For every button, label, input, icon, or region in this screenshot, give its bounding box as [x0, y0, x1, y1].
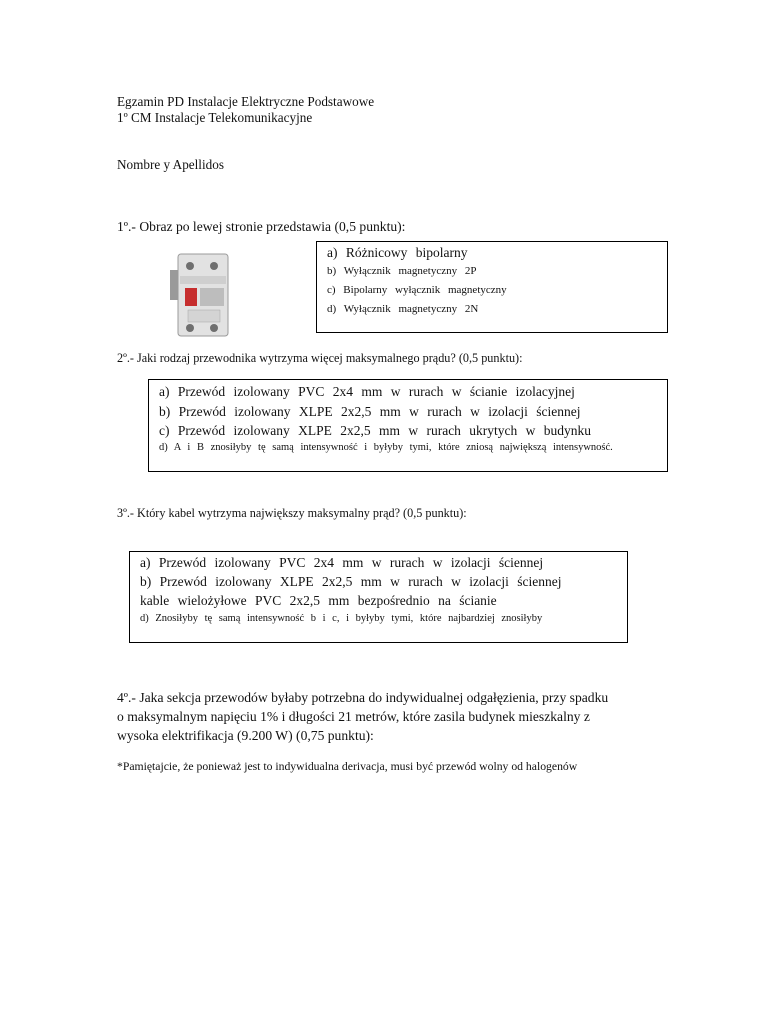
- question-3-option-c[interactable]: kable wielożyłowe PVC 2x2,5 mm bezpośrednio na ścianie: [140, 593, 497, 608]
- question-2-option-b[interactable]: b) Przewód izolowany XLPE 2x2,5 mm w rurach w izolacji ściennej: [159, 404, 581, 419]
- exam-title: Egzamin PD Instalacje Elektryczne Podstawowe: [117, 94, 375, 109]
- terminal-screw-3: [186, 324, 194, 332]
- question-3-options-box: [129, 551, 628, 643]
- breaker-image: [168, 250, 234, 338]
- label-plate: [188, 310, 220, 322]
- question-2-option-c[interactable]: c) Przewód izolowany XLPE 2x2,5 mm w rurach ukrytych w budynku: [159, 423, 592, 438]
- question-1-prompt: 1º.- Obraz po lewej stronie przedstawia (0,5 punktu):: [117, 219, 406, 234]
- toggle-lever: [185, 288, 197, 306]
- question-2-prompt: 2º.- Jaki rodzaj przewodnika wytrzyma więcej maksymalnego prądu? (0,5 punktu):: [117, 351, 523, 365]
- question-2-option-d[interactable]: d) A i B znosiłyby tę samą intensywność i byłyby tymi, które zniosą największą intensywność.: [159, 442, 613, 453]
- question-4-prompt-line-1: 4º.- Jaka sekcja przewodów byłaby potrzebna do indywidualnej odgałęzienia, przy spadku: [117, 690, 609, 705]
- question-1-options-box: [316, 241, 668, 333]
- question-4-prompt-line-3: wysoka elektrifikacja (9.200 W) (0,75 punktu):: [117, 728, 374, 743]
- question-1-option-c[interactable]: c) Bipolarny wyłącznik magnetyczny: [327, 284, 507, 296]
- question-1-option-b[interactable]: b) Wyłącznik magnetyczny 2P: [327, 265, 477, 277]
- question-2-options-box: [148, 379, 668, 472]
- terminal-screw-1: [186, 262, 194, 270]
- question-1-option-d[interactable]: d) Wyłącznik magnetyczny 2N: [327, 303, 479, 315]
- terminal-screw-2: [210, 262, 218, 270]
- question-1-option-a[interactable]: a) Różnicowy bipolarny: [327, 245, 468, 260]
- test-panel: [200, 288, 224, 306]
- breaker-top-band: [180, 276, 226, 284]
- question-4-note: *Pamiętajcie, że ponieważ jest to indywidualna derivacja, musi być przewód wolny od halogenów: [117, 760, 578, 773]
- exam-subtitle: 1º CM Instalacje Telekomunikacyjne: [117, 110, 313, 125]
- question-3-option-a[interactable]: a) Przewód izolowany PVC 2x4 mm w rurach w izolacji ściennej: [140, 555, 544, 570]
- question-4-prompt-line-2: o maksymalnym napięciu 1% i długości 21 metrów, które zasila budynek mieszkalny z: [117, 709, 590, 724]
- question-3-option-b[interactable]: b) Przewód izolowany XLPE 2x2,5 mm w rurach w izolacji ściennej: [140, 574, 562, 589]
- question-3-option-d[interactable]: d) Znosiłyby tę samą intensywność b i c, i byłyby tymi, które najbardziej znosiłyby: [140, 613, 543, 624]
- question-2-option-a[interactable]: a) Przewód izolowany PVC 2x4 mm w rurach w ścianie izolacyjnej: [159, 384, 575, 399]
- breaker-illustration: [168, 250, 234, 338]
- question-3-prompt: 3º.- Który kabel wytrzyma największy maksymalny prąd? (0,5 punktu):: [117, 506, 467, 520]
- terminal-screw-4: [210, 324, 218, 332]
- name-label: Nombre y Apellidos: [117, 157, 224, 172]
